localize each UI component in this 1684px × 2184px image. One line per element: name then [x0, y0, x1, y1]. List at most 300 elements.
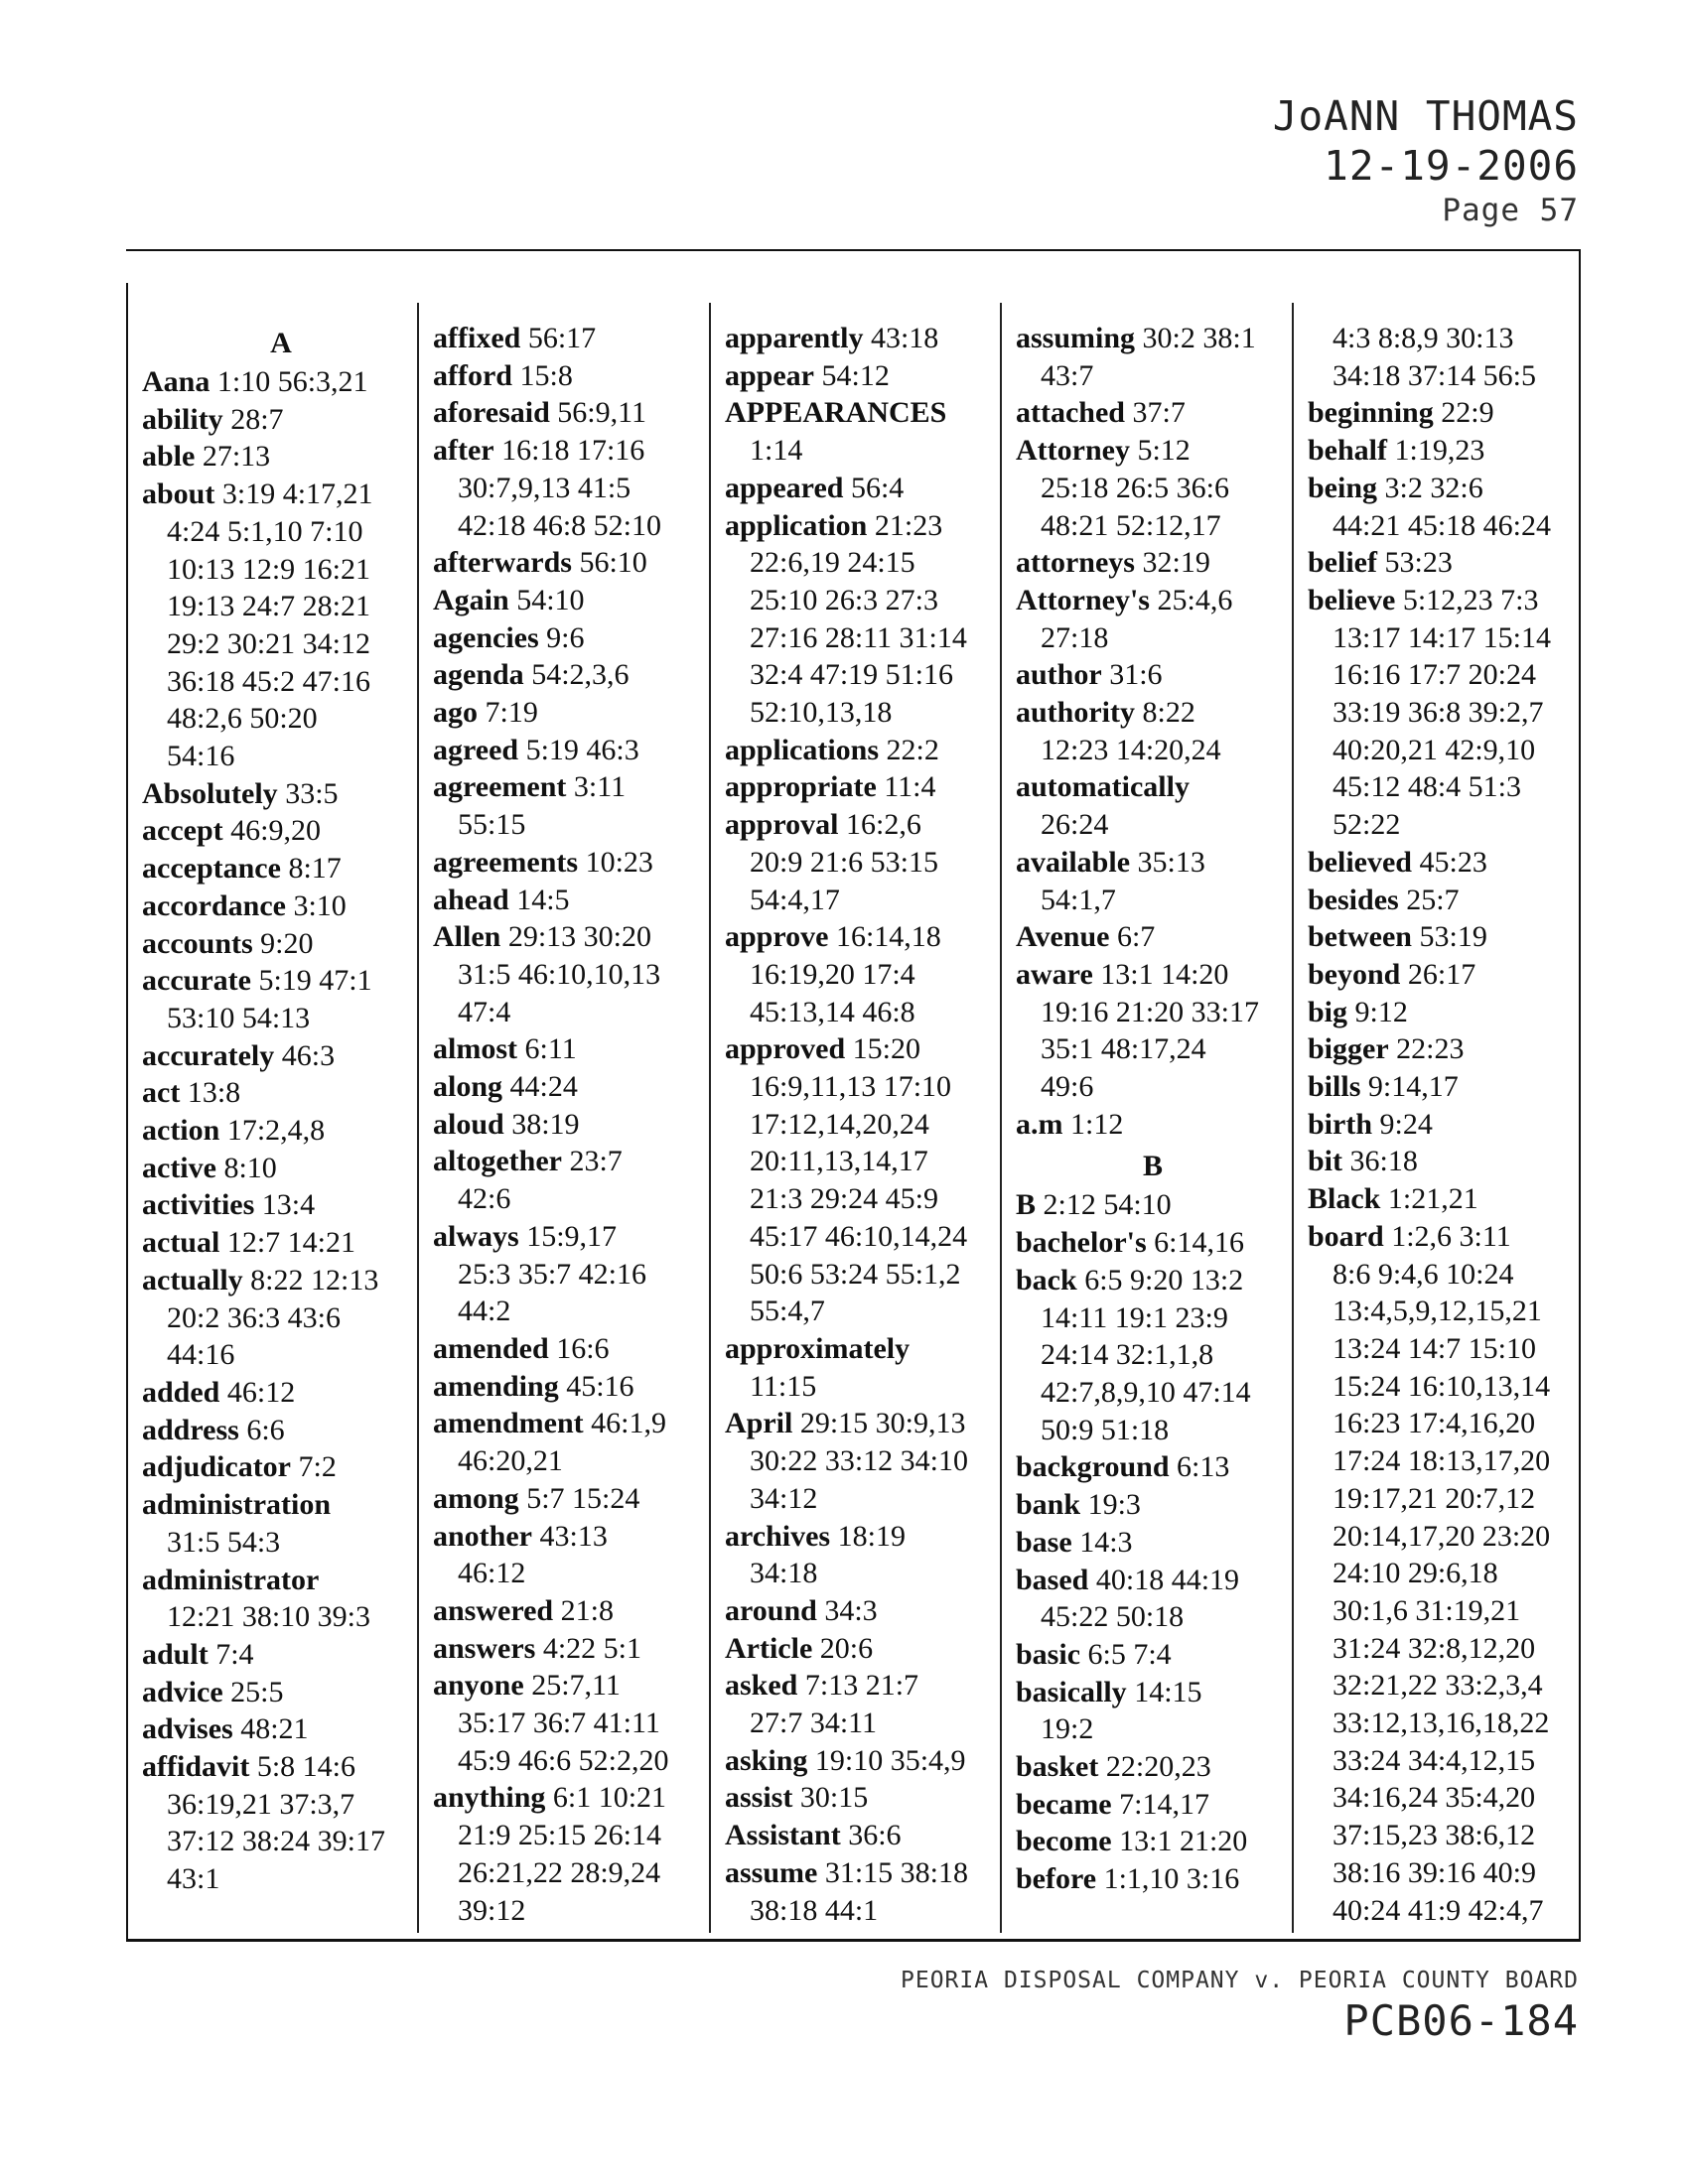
index-continuation: 4:24 5:1,10 7:10	[167, 514, 363, 548]
index-page-refs: 45:16	[566, 1369, 634, 1403]
index-term: besides	[1308, 883, 1399, 916]
index-continuation: 30:7,9,13 41:5	[458, 471, 632, 504]
index-entry	[1308, 882, 1582, 919]
index-term: basket	[1016, 1750, 1099, 1784]
index-term: accordance	[142, 888, 286, 922]
index-term: attached	[1016, 396, 1125, 430]
index-page-refs: 56:17	[527, 322, 597, 354]
index-term: assist	[725, 1781, 793, 1815]
index-entry	[433, 320, 707, 357]
index-entry	[142, 1037, 420, 1075]
index-entry	[142, 401, 420, 439]
index-page-refs: 32:19	[1142, 546, 1210, 580]
index-term: apparently	[725, 322, 864, 354]
index-page-refs: 2:12 54:10	[1043, 1188, 1172, 1222]
index-continuation: 19:13 24:7 28:21	[167, 590, 371, 623]
index-term: Attorney	[1016, 434, 1130, 468]
index-term: Avenue	[1016, 920, 1110, 954]
index-entry	[142, 1074, 420, 1112]
index-page-refs: 13:4	[261, 1188, 316, 1222]
index-page-refs: 43:13	[539, 1519, 608, 1553]
index-column-4	[1016, 320, 1290, 1898]
index-page-refs: 31:6	[1109, 658, 1163, 692]
index-entry	[1308, 918, 1582, 956]
index-page-refs: 29:15 30:9,13	[799, 1407, 966, 1440]
index-page-refs: 28:7	[230, 402, 284, 436]
index-page-refs: 5:8 14:6	[256, 1750, 355, 1784]
index-entry	[433, 1218, 707, 1256]
index-entry	[433, 918, 707, 956]
index-page-refs: 9:24	[1379, 1107, 1433, 1141]
index-entry	[433, 1518, 707, 1556]
index-page-refs: 5:19 46:3	[525, 733, 639, 766]
index-entry	[1016, 1860, 1290, 1898]
index-continuation: 10:13 12:9 16:21	[167, 552, 371, 586]
index-entry	[1016, 1106, 1290, 1144]
index-entry	[142, 1748, 420, 1786]
index-entry	[1308, 394, 1582, 432]
index-term: along	[433, 1070, 503, 1104]
index-column-2	[433, 320, 707, 1929]
index-continuation: 33:12,13,16,18,22	[1333, 1706, 1550, 1740]
index-continuation: 54:1,7	[1041, 883, 1116, 916]
index-term: approved	[725, 1032, 846, 1066]
index-page-refs: 44:24	[509, 1070, 578, 1104]
index-page-refs: 17:2,4,8	[226, 1114, 326, 1148]
index-page-refs: 16:14,18	[835, 920, 941, 954]
case-number: PCB06-184	[1343, 1996, 1579, 2045]
index-continuation: 27:16 28:11 31:14	[750, 620, 967, 654]
index-page-refs: 15:20	[852, 1032, 920, 1066]
index-term: afford	[433, 358, 512, 392]
index-term: acceptance	[142, 852, 281, 886]
index-entry	[433, 1330, 707, 1368]
case-caption: PEORIA DISPOSAL COMPANY v. PEORIA COUNTY BOARD	[901, 1968, 1579, 1993]
index-term: archives	[725, 1519, 831, 1553]
index-continuation: 34:12	[750, 1481, 818, 1515]
index-entry	[1308, 1068, 1582, 1106]
index-continuation: 12:21 38:10 39:3	[167, 1600, 371, 1634]
index-continuation: 20:14,17,20 23:20	[1333, 1519, 1551, 1553]
index-continuation: 36:18 45:2 47:16	[167, 664, 371, 698]
deponent-name: JoANN THOMAS	[1272, 92, 1579, 140]
index-term: beyond	[1308, 957, 1401, 991]
index-entry	[725, 507, 999, 545]
index-page-refs: 5:19 47:1	[258, 964, 372, 998]
index-page-refs: 14:5	[516, 883, 570, 916]
index-page-refs: 9:12	[1354, 995, 1408, 1028]
index-continuation: 38:18 44:1	[750, 1893, 879, 1927]
index-continuation: 27:18	[1041, 620, 1109, 654]
index-page-refs: 6:1 10:21	[552, 1781, 667, 1815]
index-page-refs: 25:4,6	[1157, 583, 1233, 616]
index-entry	[725, 1030, 999, 1068]
index-entry	[1016, 1448, 1290, 1486]
index-term: approximately	[725, 1331, 911, 1365]
index-entry	[1016, 1674, 1290, 1711]
index-page-refs: 6:11	[524, 1032, 577, 1066]
index-page-refs: 7:13 21:7	[804, 1669, 919, 1703]
index-entry	[433, 1368, 707, 1406]
index-continuation: 45:22 50:18	[1041, 1600, 1185, 1634]
index-term: APPEARANCES	[725, 396, 947, 430]
index-page-refs: 53:19	[1419, 920, 1487, 954]
index-continuation: 34:16,24 35:4,20	[1333, 1781, 1536, 1815]
index-page-refs: 31:15 38:18	[824, 1855, 969, 1889]
index-entry	[142, 1186, 420, 1224]
index-term: ability	[142, 402, 223, 436]
index-page-refs: 9:6	[546, 620, 585, 654]
index-page-refs: 33:5	[285, 776, 339, 810]
index-page-refs: 8:17	[288, 852, 342, 886]
index-term: become	[1016, 1825, 1112, 1858]
index-page-refs: 22:20,23	[1105, 1750, 1211, 1784]
index-term: amended	[433, 1331, 549, 1365]
index-page-refs: 6:7	[1116, 920, 1156, 954]
index-entry	[433, 1030, 707, 1068]
index-term: accounts	[142, 926, 253, 960]
index-continuation: 12:23 14:20,24	[1041, 733, 1221, 766]
index-term: automatically	[1016, 770, 1190, 804]
index-term: anyone	[433, 1669, 524, 1703]
index-continuation: 13:4,5,9,12,15,21	[1333, 1295, 1542, 1328]
index-term: Article	[725, 1631, 813, 1665]
index-continuation: 26:21,22 28:9,24	[458, 1855, 661, 1889]
index-page-refs: 48:21	[240, 1712, 309, 1746]
index-column-5	[1308, 320, 1582, 1929]
index-entry	[725, 732, 999, 769]
index-continuation: 44:21 45:18 46:24	[1333, 508, 1552, 542]
index-page-refs: 18:19	[837, 1519, 906, 1553]
index-term: based	[1016, 1563, 1089, 1596]
index-term: address	[142, 1413, 239, 1446]
column-divider	[1000, 303, 1002, 1933]
index-entry	[725, 1742, 999, 1780]
index-entry	[1308, 1143, 1582, 1180]
index-continuation: 37:15,23 38:6,12	[1333, 1819, 1536, 1852]
index-term: appropriate	[725, 770, 877, 804]
page-header	[1273, 91, 1579, 230]
index-term: base	[1016, 1525, 1072, 1559]
index-continuation: 53:10 54:13	[167, 1001, 311, 1034]
index-term: agreement	[433, 770, 567, 804]
index-term: big	[1308, 995, 1348, 1028]
index-entry	[142, 1674, 420, 1711]
index-term: appeared	[725, 471, 844, 504]
index-entry	[1016, 1486, 1290, 1524]
index-term: accurate	[142, 964, 251, 998]
index-page-refs: 1:19,23	[1394, 434, 1485, 468]
index-continuation: 20:2 36:3 43:6	[167, 1300, 342, 1334]
index-page-refs: 3:11	[573, 770, 627, 804]
section-letter: B	[1142, 1150, 1163, 1183]
index-continuation: 21:3 29:24 45:9	[750, 1182, 939, 1216]
index-entry	[142, 1262, 420, 1299]
index-term: being	[1308, 471, 1378, 504]
index-entry	[725, 1817, 999, 1854]
index-page-refs: 30:2 38:1	[1142, 322, 1256, 354]
index-entry	[1016, 1748, 1290, 1786]
index-entry	[142, 1562, 420, 1599]
index-page-refs: 46:12	[226, 1375, 296, 1409]
index-entry	[1016, 1562, 1290, 1599]
index-continuation: 13:24 14:7 15:10	[1333, 1331, 1537, 1365]
index-term: Again	[433, 583, 509, 616]
index-page-refs: 12:7 14:21	[226, 1226, 355, 1260]
index-page-refs: 25:7	[1406, 883, 1460, 916]
index-entry	[433, 1592, 707, 1630]
index-term: B	[1016, 1188, 1037, 1222]
index-page-refs: 14:3	[1079, 1525, 1133, 1559]
index-page-refs: 54:2,3,6	[531, 658, 630, 692]
index-entry	[1016, 768, 1290, 806]
index-page-refs: 38:19	[511, 1107, 580, 1141]
index-entry	[1308, 1030, 1582, 1068]
index-continuation: 46:12	[458, 1557, 526, 1590]
index-entry	[433, 1630, 707, 1668]
index-continuation: 25:10 26:3 27:3	[750, 583, 939, 616]
index-page-refs: 1:10 56:3,21	[216, 365, 368, 398]
index-entry	[725, 394, 999, 432]
index-page-refs: 15:8	[519, 358, 573, 392]
index-entry	[433, 1667, 707, 1705]
index-term: beginning	[1308, 396, 1434, 430]
index-column-1	[142, 320, 420, 1898]
index-continuation: 34:18	[750, 1557, 818, 1590]
index-page-refs: 56:9,11	[557, 396, 647, 430]
index-entry	[1016, 1786, 1290, 1824]
index-continuation: 31:24 32:8,12,20	[1333, 1631, 1536, 1665]
index-continuation: 21:9 25:15 26:14	[458, 1819, 662, 1852]
deposition-date: 12-19-2006	[1324, 142, 1579, 190]
index-term: affixed	[433, 322, 521, 354]
index-entry	[433, 1143, 707, 1180]
index-continuation: 47:4	[458, 995, 511, 1028]
index-entry	[1016, 544, 1290, 582]
index-continuation: 16:16 17:7 20:24	[1333, 658, 1537, 692]
index-entry	[1308, 956, 1582, 994]
index-entry	[1016, 432, 1290, 470]
index-entry	[1308, 1106, 1582, 1144]
index-continuation: 38:16 39:16 40:9	[1333, 1855, 1537, 1889]
index-term: action	[142, 1114, 220, 1148]
index-page-refs: 6:5 9:20 13:2	[1084, 1263, 1244, 1297]
column-divider	[1292, 303, 1294, 1933]
index-term: author	[1016, 658, 1102, 692]
index-entry	[142, 850, 420, 887]
index-continuation: 55:15	[458, 808, 526, 842]
index-page-refs: 37:7	[1132, 396, 1186, 430]
index-page-refs: 7:2	[298, 1450, 337, 1484]
index-entry	[1308, 994, 1582, 1031]
index-page-refs: 56:10	[579, 546, 647, 580]
index-entry	[725, 806, 999, 844]
index-term: affidavit	[142, 1750, 250, 1784]
index-page-refs: 8:10	[223, 1151, 277, 1184]
index-term: bank	[1016, 1488, 1081, 1522]
index-term: asked	[725, 1669, 798, 1703]
index-term: accept	[142, 814, 223, 848]
index-page-refs: 21:8	[560, 1593, 614, 1627]
index-entry	[433, 882, 707, 919]
index-entry	[433, 1068, 707, 1106]
index-page-refs: 7:19	[485, 696, 538, 730]
index-continuation: 20:11,13,14,17	[750, 1145, 928, 1178]
index-page-refs: 43:18	[870, 322, 939, 354]
index-continuation: 25:3 35:7 42:16	[458, 1257, 647, 1291]
index-page-refs: 22:2	[886, 733, 939, 766]
index-entry	[433, 656, 707, 694]
index-term: agenda	[433, 658, 524, 692]
index-page-refs: 23:7	[569, 1145, 623, 1178]
index-page-refs: 7:4	[215, 1637, 254, 1671]
index-term: after	[433, 434, 494, 468]
index-term: actually	[142, 1263, 243, 1297]
index-continuation: 30:1,6 31:19,21	[1333, 1593, 1521, 1627]
index-page-refs: 1:2,6 3:11	[1391, 1219, 1511, 1253]
index-page-refs: 36:18	[1349, 1145, 1418, 1178]
index-continuation: 33:24 34:4,12,15	[1333, 1743, 1536, 1777]
index-page-refs: 5:12	[1137, 434, 1191, 468]
index-continuation: 20:9 21:6 53:15	[750, 845, 939, 879]
index-page-refs: 9:14,17	[1367, 1070, 1459, 1104]
index-term: adjudicator	[142, 1450, 291, 1484]
index-continuation: 42:7,8,9,10 47:14	[1041, 1375, 1251, 1409]
index-continuation: 42:18 46:8 52:10	[458, 508, 662, 542]
index-page-refs: 13:1 21:20	[1119, 1825, 1248, 1858]
index-term: believe	[1308, 583, 1396, 616]
index-entry	[433, 394, 707, 432]
index-term: altogether	[433, 1145, 562, 1178]
page-footer	[901, 1966, 1579, 2047]
index-page-refs: 6:14,16	[1154, 1226, 1245, 1260]
index-continuation: 44:16	[167, 1338, 235, 1372]
index-continuation: 17:24 18:13,17,20	[1333, 1444, 1551, 1478]
index-page-refs: 20:6	[819, 1631, 874, 1665]
index-term: agreements	[433, 845, 579, 879]
index-entry	[142, 1224, 420, 1262]
index-term: aware	[1016, 957, 1093, 991]
index-term: adult	[142, 1637, 209, 1671]
index-continuation: 33:19 36:8 39:2,7	[1333, 696, 1544, 730]
index-entry	[1016, 582, 1290, 619]
index-page-refs: 3:19 4:17,21	[221, 478, 373, 511]
index-page-refs: 21:23	[874, 508, 943, 542]
index-page-refs: 27:13	[202, 440, 271, 474]
index-entry	[142, 887, 420, 925]
index-page-refs: 19:10 35:4,9	[814, 1743, 966, 1777]
index-term: board	[1308, 1219, 1384, 1253]
index-page-refs: 36:6	[848, 1819, 902, 1852]
index-entry	[142, 1412, 420, 1449]
index-entry	[725, 320, 999, 357]
index-entry	[1016, 1636, 1290, 1674]
index-page-refs: 3:2 32:6	[1384, 471, 1483, 504]
index-continuation: 17:12,14,20,24	[750, 1107, 929, 1141]
index-entry	[1308, 1218, 1582, 1256]
index-entry	[725, 1630, 999, 1668]
index-page-refs: 5:12,23 7:3	[1402, 583, 1539, 616]
index-term: added	[142, 1375, 220, 1409]
index-continuation: 36:19,21 37:3,7	[167, 1787, 355, 1821]
index-page-refs: 40:18 44:19	[1095, 1563, 1240, 1596]
index-continuation: 44:2	[458, 1295, 511, 1328]
index-page-refs: 25:7,11	[531, 1669, 621, 1703]
index-term: approve	[725, 920, 829, 954]
index-page-refs: 8:22 12:13	[250, 1263, 379, 1297]
index-continuation: 35:1 48:17,24	[1041, 1032, 1206, 1066]
index-term: amending	[433, 1369, 559, 1403]
index-entry	[1308, 432, 1582, 470]
index-entry	[725, 1779, 999, 1817]
index-term: before	[1016, 1862, 1097, 1896]
index-entry	[1016, 1262, 1290, 1299]
index-entry	[433, 1405, 707, 1442]
index-continuation: 50:9 51:18	[1041, 1413, 1170, 1446]
index-term: activities	[142, 1188, 255, 1222]
index-continuation: 43:7	[1041, 358, 1094, 392]
index-page-refs: 46:3	[281, 1038, 336, 1072]
index-term: aforesaid	[433, 396, 550, 430]
index-entry	[725, 1405, 999, 1442]
index-term: back	[1016, 1263, 1077, 1297]
index-entry	[142, 1448, 420, 1486]
index-page-refs: 8:22	[1142, 696, 1195, 730]
index-continuation: 39:12	[458, 1893, 526, 1927]
index-page-refs: 45:23	[1419, 845, 1487, 879]
index-entry	[1016, 394, 1290, 432]
index-term: another	[433, 1519, 532, 1553]
index-continuation: 1:14	[750, 434, 803, 468]
index-continuation: 40:20,21 42:9,10	[1333, 733, 1536, 766]
index-term: bills	[1308, 1070, 1361, 1104]
index-term: bachelor's	[1016, 1226, 1147, 1260]
index-page-refs: 25:5	[230, 1675, 284, 1708]
index-continuation: 29:2 30:21 34:12	[167, 626, 371, 660]
index-page-refs: 1:12	[1070, 1107, 1124, 1141]
index-term: attorneys	[1016, 546, 1135, 580]
index-entry	[1016, 1186, 1290, 1224]
index-page-refs: 5:7 15:24	[526, 1481, 640, 1515]
index-entry	[433, 1106, 707, 1144]
index-continuation: 13:17 14:17 15:14	[1333, 620, 1552, 654]
index-entry	[725, 1518, 999, 1556]
index-term: ahead	[433, 883, 509, 916]
index-entry	[142, 775, 420, 813]
index-term: agencies	[433, 620, 539, 654]
index-continuation: 49:6	[1041, 1070, 1094, 1104]
index-entry	[1308, 470, 1582, 507]
index-continuation: 45:17 46:10,14,24	[750, 1219, 968, 1253]
index-term: assuming	[1016, 322, 1136, 354]
index-page-refs: 53:23	[1384, 546, 1453, 580]
index-term: basic	[1016, 1637, 1081, 1671]
index-entry	[725, 357, 999, 395]
index-term: advice	[142, 1675, 223, 1708]
index-term: Aana	[142, 365, 210, 398]
index-entry	[1308, 1180, 1582, 1218]
index-continuation: 16:9,11,13 17:10	[750, 1070, 952, 1104]
index-entry	[142, 1710, 420, 1748]
index-term: Assistant	[725, 1819, 841, 1852]
index-continuation: 32:21,22 33:2,3,4	[1333, 1669, 1543, 1703]
index-page-refs: 29:13 30:20	[507, 920, 652, 954]
index-continuation: 26:24	[1041, 808, 1109, 842]
index-term: background	[1016, 1450, 1170, 1484]
index-entry	[142, 363, 420, 401]
index-term: ago	[433, 696, 478, 730]
index-entry	[142, 812, 420, 850]
